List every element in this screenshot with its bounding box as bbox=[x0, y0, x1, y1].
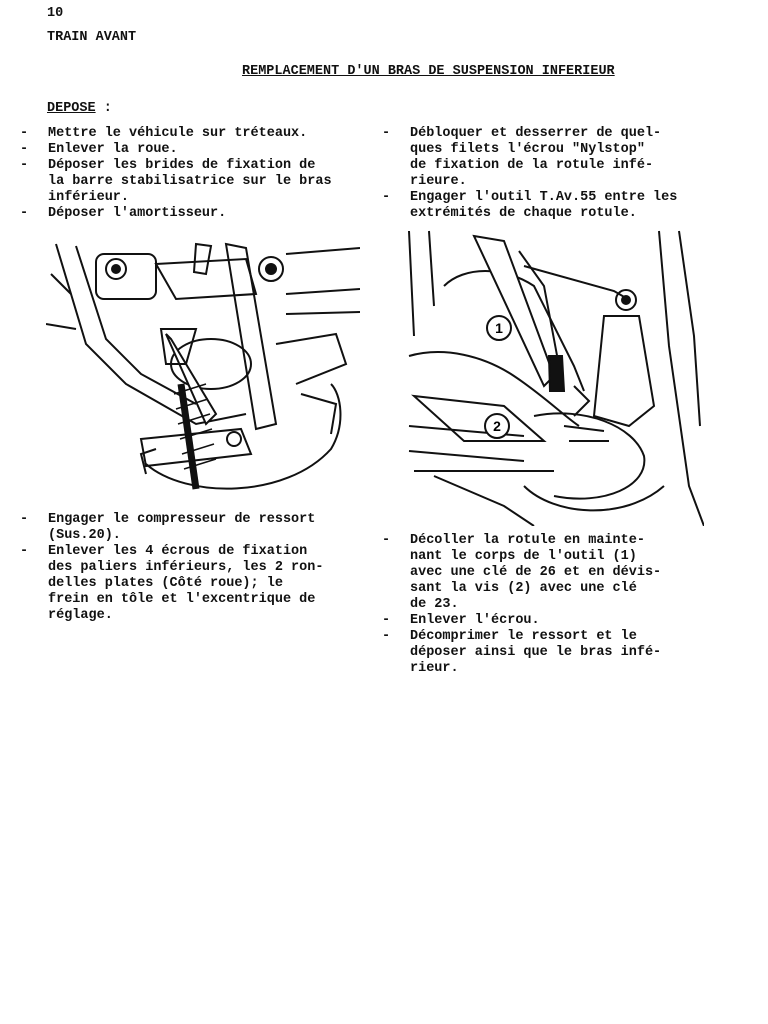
bullet-dash: - bbox=[20, 158, 29, 173]
step-item bbox=[20, 158, 332, 206]
spring-compressor-drawing bbox=[46, 234, 360, 502]
section-heading: TRAIN AVANT bbox=[47, 30, 137, 45]
depose-label: DEPOSE bbox=[47, 101, 96, 116]
step-line: Décomprimer le ressort et le bbox=[410, 629, 637, 644]
bullet-dash: - bbox=[20, 544, 29, 559]
step-line: Enlever la roue. bbox=[48, 142, 178, 157]
step-item bbox=[382, 613, 661, 629]
step-line: frein en tôle et l'excentrique de bbox=[48, 592, 316, 607]
bullet-dash: - bbox=[382, 190, 391, 205]
step-line: rieure. bbox=[410, 174, 467, 189]
step-item bbox=[382, 190, 678, 222]
step-item bbox=[20, 126, 332, 142]
step-line: Engager l'outil T.Av.55 entre les bbox=[410, 190, 678, 205]
figure-ball-joint-tool bbox=[404, 226, 704, 526]
step-line: déposer ainsi que le bras infé- bbox=[410, 645, 662, 660]
bullet-dash: - bbox=[382, 629, 391, 644]
step-line: Débloquer et desserrer de quel- bbox=[410, 126, 662, 141]
step-line: avec une clé de 26 et en dévis- bbox=[410, 565, 662, 580]
step-line: rieur. bbox=[410, 661, 459, 676]
callout-2 bbox=[485, 414, 509, 438]
step-item bbox=[20, 142, 332, 158]
bullet-dash: - bbox=[20, 126, 29, 141]
step-item bbox=[382, 629, 662, 677]
step-line: la barre stabilisatrice sur le bras bbox=[48, 174, 332, 189]
step-line: Déposer les brides de fixation de bbox=[48, 158, 316, 173]
step-line: delles plates (Côté roue); le bbox=[48, 576, 283, 591]
step-line: inférieur. bbox=[48, 190, 130, 205]
step-line: nant le corps de l'outil (1) bbox=[410, 549, 637, 564]
callout-1-label: 1 bbox=[495, 320, 503, 336]
callout-1 bbox=[487, 316, 511, 340]
steps-column-1 bbox=[20, 126, 332, 222]
step-line: Enlever l'écrou. bbox=[410, 613, 540, 628]
steps-column-4 bbox=[382, 533, 662, 677]
step-line: Enlever les 4 écrous de fixation bbox=[48, 544, 308, 559]
bullet-dash: - bbox=[382, 613, 391, 628]
figure-spring-compressor bbox=[46, 234, 360, 502]
depose-heading bbox=[47, 101, 112, 117]
step-line: Engager le compresseur de ressort bbox=[48, 512, 316, 527]
step-line: Déposer l'amortisseur. bbox=[48, 206, 227, 221]
step-line: ques filets l'écrou "Nylstop" bbox=[410, 142, 645, 157]
depose-suffix: : bbox=[95, 101, 112, 116]
bullet-dash: - bbox=[20, 142, 29, 157]
step-item bbox=[20, 512, 323, 544]
step-line: de 23. bbox=[410, 597, 459, 612]
steps-column-3 bbox=[20, 512, 324, 624]
step-item bbox=[382, 126, 677, 190]
page-number: 10 bbox=[47, 6, 64, 21]
step-line: Mettre le véhicule sur tréteaux. bbox=[48, 126, 308, 141]
step-item bbox=[20, 544, 324, 624]
bullet-dash: - bbox=[20, 512, 29, 527]
step-line: des paliers inférieurs, les 2 ron- bbox=[48, 560, 324, 575]
bullet-dash: - bbox=[382, 533, 391, 548]
step-line: sant la vis (2) avec une clé bbox=[410, 581, 637, 596]
step-line: réglage. bbox=[48, 608, 113, 623]
bullet-dash: - bbox=[20, 206, 29, 221]
step-item bbox=[20, 206, 332, 222]
page-title: REMPLACEMENT D'UN BRAS DE SUSPENSION INFERIEUR bbox=[242, 64, 615, 79]
callout-2-label: 2 bbox=[493, 418, 501, 434]
step-line: extrémités de chaque rotule. bbox=[410, 206, 637, 221]
step-line: (Sus.20). bbox=[48, 528, 121, 543]
step-item bbox=[382, 533, 662, 613]
ball-joint-tool-drawing bbox=[404, 226, 704, 526]
bullet-dash: - bbox=[382, 126, 391, 141]
steps-column-2 bbox=[382, 126, 678, 222]
step-line: de fixation de la rotule infé- bbox=[410, 158, 654, 173]
step-line: Décoller la rotule en mainte- bbox=[410, 533, 645, 548]
